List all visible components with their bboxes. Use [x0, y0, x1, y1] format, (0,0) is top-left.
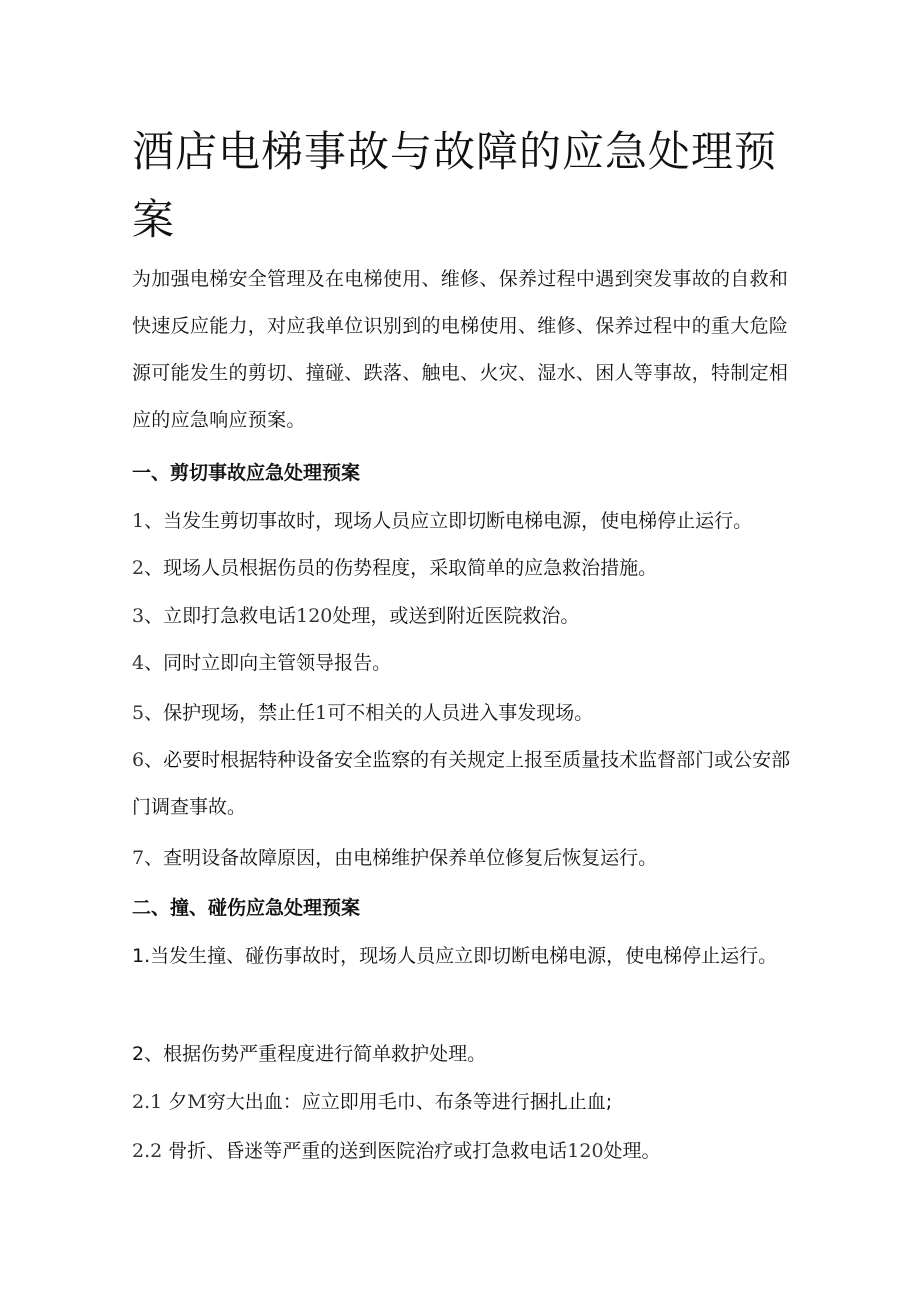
- item-number: 4: [132, 652, 145, 674]
- list-item: [132, 933, 796, 980]
- inline-letter: M: [187, 1091, 207, 1113]
- item-number: 2: [132, 557, 145, 579]
- inline-number: 1: [315, 702, 328, 724]
- section-heading-shear: 一、剪切事故应急处理预案: [132, 462, 361, 484]
- list-item: [132, 1087, 812, 1117]
- item-number: 2.1: [132, 1091, 163, 1113]
- intro-paragraph: 为加强电梯安全管理及在电梯使用、维修、保养过程中遇到突发事故的自救和快速反应能力，对应我单位识别到的电梯使用、维修、保养过程中的重大危险源可能发生的剪切、撞碰、跌落、触电、火灾、湿水、困人等事故，特制定相应的应急响应预案。: [132, 268, 789, 431]
- list-item: [132, 1136, 812, 1166]
- list-item: [132, 553, 812, 583]
- item-text: 处理。: [603, 1140, 661, 1162]
- list-item: [132, 506, 812, 536]
- item-text: 、同时立即向主管领导报告。: [144, 652, 392, 674]
- emergency-number: 120: [567, 1140, 604, 1162]
- section-heading-collision: 二、撞、碰伤应急处理预案: [132, 897, 361, 919]
- item-text: 1.当发生撞、碰伤事故时，现场人员应立即切断电梯电源，使电梯停止运行。: [132, 945, 778, 967]
- item-text: 穷大出血：应立即用毛巾、布条等进行捆扎止血;: [206, 1091, 613, 1113]
- item-text: 、当发生剪切事故时，现场人员应立即切断电梯电源，使电梯停止运行。: [144, 510, 753, 532]
- list-item: [132, 601, 812, 631]
- list-item: [132, 737, 796, 831]
- emergency-number: 120: [296, 605, 333, 627]
- item-number: 3: [132, 605, 145, 627]
- list-item: [132, 648, 812, 678]
- item-text: 、立即打急救电话: [144, 605, 297, 627]
- item-text: 2、根据伤势严重程度进行简单救护处理。: [132, 1043, 487, 1065]
- item-text: 、必要时根据特种设备安全监察的有关规定上报至质量技术监督部门或公安部门调查事故。: [132, 749, 791, 818]
- item-text: 处理，或送到附近医院救治。: [332, 605, 580, 627]
- item-number: 2.2: [132, 1140, 163, 1162]
- item-text: 夕: [168, 1091, 188, 1113]
- item-text: 、现场人员根据伤员的伤势程度，采取简单的应急救治措施。: [144, 557, 658, 579]
- item-text: 可不相关的人员进入事发现场。: [327, 702, 594, 724]
- item-text: 骨折、昏迷等严重的送到医院治疗或打急救电话: [168, 1140, 568, 1162]
- item-text: 、保护现场，禁止任: [144, 702, 316, 724]
- item-number: 7: [132, 847, 145, 869]
- list-item: [132, 1039, 812, 1069]
- item-number: 6: [132, 749, 145, 771]
- page-title: 酒店电梯事故与故障的应急处理预案: [132, 127, 778, 244]
- list-item: [132, 843, 812, 873]
- list-item: [132, 698, 812, 728]
- item-text: 、查明设备故障原因，由电梯维护保养单位修复后恢复运行。: [144, 847, 658, 869]
- item-number: 5: [132, 702, 145, 724]
- item-number: 1: [132, 510, 145, 532]
